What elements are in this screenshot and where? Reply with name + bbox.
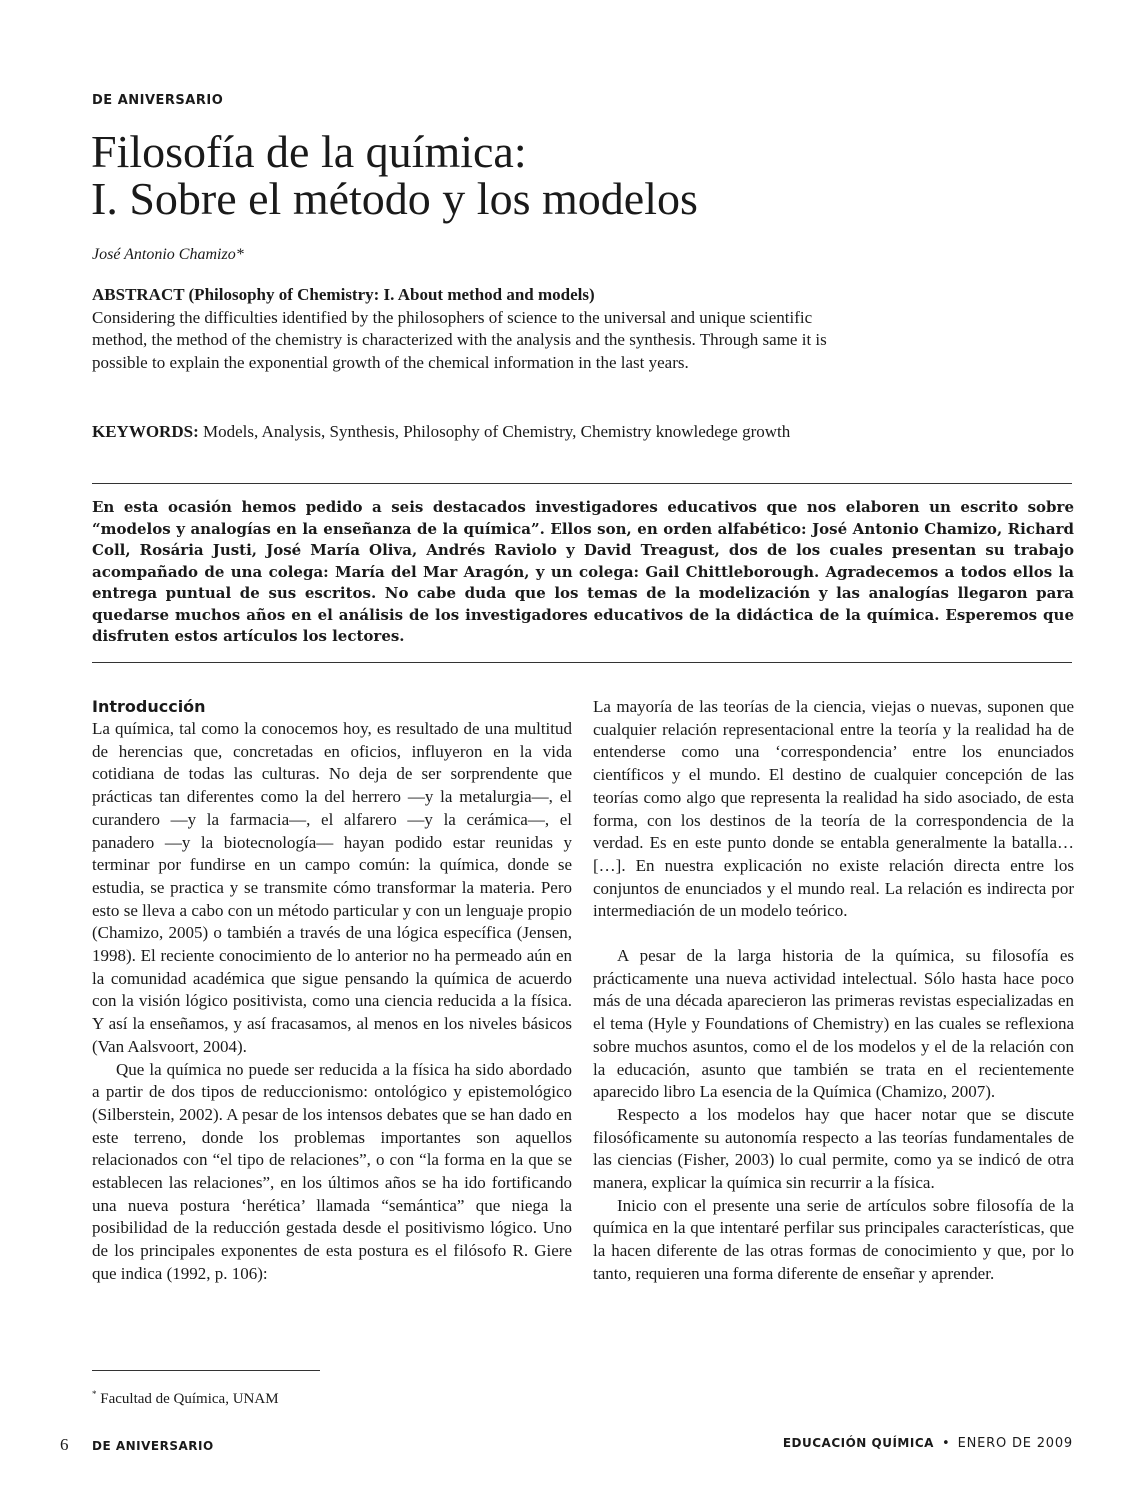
footnote-marker: * (92, 1389, 97, 1399)
title-line-2: I. Sobre el método y los modelos (91, 173, 698, 224)
journal-issue: ENERO DE 2009 (957, 1436, 1073, 1451)
divider-bottom (92, 662, 1072, 663)
author-name: José Antonio Chamizo* (92, 246, 244, 263)
keywords-label: KEYWORDS: (92, 422, 199, 441)
page-number: 6 (60, 1435, 69, 1454)
footnote (92, 1389, 279, 1408)
journal-name: EDUCACIÓN QUÍMICA (782, 1436, 934, 1450)
right-column (593, 696, 1074, 1286)
paragraph: Que la química no puede ser reducida a la física ha sido abordado a partir de dos tipos de reduccionismo: ontológico y epistemológico (Silberstein, 2002). A pesar de los intensos debates que se han dado en este terreno, donde los problemas importantes son aquellos relacionados con “el tipo de relaciones”, o con “la forma en la que se establecen las relaciones”, en los últimos años se ha ido fortificando una nueva postura ‘herética’ llamada “semántica” que niega la posibilidad de la reducción gestada desde el positivismo lógico. Uno de los principales exponentes de esta postura es el filósofo R. Giere que indica (1992, p. 106): (92, 1059, 572, 1283)
paragraph: Inicio con el presente una serie de artículos sobre filosofía de la química en la que intentaré perfilar sus principales características, que la hacen diferente de las otras formas de conocimiento y que, por lo tanto, requieren una forma diferente de enseñar y aprender. (593, 1195, 1074, 1283)
keywords (92, 421, 1092, 443)
paragraph: A pesar de la larga historia de la química, su filosofía es prácticamente una nueva actividad intelectual. Sólo hasta hace poco más de una década aparecieron las primeras revistas especializadas en el tema (Hyle y Foundations of Chemistry) en las cuales se reflexiona sobre muchos asuntos, como el de los modelos y el de la relación con la educación, asunto que también se trata en el recientemente aparecido libro La esencia de la Química (Chamizo, 2007). (593, 946, 1074, 1102)
abstract-heading: ABSTRACT (Philosophy of Chemistry: I. About method and models) (92, 285, 595, 304)
footer-bullet: • (941, 1436, 950, 1451)
block-quote: La mayoría de las teorías de la ciencia, viejas o nuevas, suponen que cualquier relación representacional entre la teoría y la realidad ha de entenderse como una ‘correspondencia’ entre los enunciados científicos y el mundo. El destino de cualquier concepción de las teorías como algo que representa la realidad ha sido asociado, de esta forma, con los destinos de la teoría de la correspondencia de la verdad. Es en este punto donde se entabla generalmente la batalla… […]. En nuestra explicación no existe relación directa entre los conjuntos de enunciados y el mundo real. La relación es indirecta por intermediación de un modelo teórico. (593, 697, 1074, 921)
left-column (92, 696, 572, 1286)
editorial-note: En esta ocasión hemos pedido a seis destacados investigadores educativos que nos elaboren un escrito sobre “modelos y analogías en la enseñanza de la química”. Ellos son, en orden alfabético: José Antonio Chamizo, Richard Coll, Rosária Justi, José María Oliva, Andrés Raviolo y David Treagust, dos de los cuales presentan su trabajo acompañado de una colega: María del Mar Aragón, y un colega: Gail Chittleborough. Agradecemos a todos ellos la entrega puntual de sus escritos. No cabe duda que los temas de la modelización y las analogías llegaron para quedarse muchos años en el análisis de los investigadores educativos de la didáctica de la química. Esperemos que disfruten estos artículos los lectores. (92, 498, 1074, 645)
footnote-text: Facultad de Química, UNAM (96, 1391, 279, 1407)
footer-journal-info (783, 1436, 1073, 1451)
divider-top (92, 483, 1072, 484)
article-title (91, 128, 991, 222)
abstract (92, 284, 832, 374)
paragraph: La química, tal como la conocemos hoy, es resultado de una multitud de herencias que, concretadas en oficios, influyeron en la vida cotidiana de todas las culturas. No deja de ser sorprendente que prácticas tan diferentes como la del herrero —y la metalurgia—, el curandero —y la farmacia—, el alfarero —y la cerámica—, el panadero —y la biotecnología— hayan podido estar reunidas y terminar por fundirse en un campo común: la química, donde se estudia, se practica y se transmite cómo transformar la materia. Pero esto se lleva a cabo con un método particular y con un lenguaje propio (Chamizo, 2005) o también a través de una lógica específica (Jensen, 1998). El reciente conocimiento de lo anterior no ha permeado aún en la comunidad académica que sigue pensando la química de acuerdo con la visión lógico positivista, como una ciencia reducida a la física. Y así la enseñamos, y así fracasamos, al menos en los niveles básicos (Van Aalsvoort, 2004). (92, 719, 572, 1056)
footer-section: DE ANIVERSARIO (92, 1439, 214, 1453)
section-heading-introduccion: Introducción (92, 697, 206, 716)
abstract-body: Considering the difficulties identified by the philosophers of science to the universal and unique scientific method, the method of the chemistry is characterized with the analysis and the synthesis. Through same it is possible to explain the exponential growth of the chemical information in the last years. (92, 307, 827, 372)
keywords-text: Models, Analysis, Synthesis, Philosophy of Chemistry, Chemistry knowledege growth (198, 422, 791, 441)
section-tag: DE ANIVERSARIO (92, 93, 224, 108)
title-line-1: Filosofía de la química: (91, 126, 527, 177)
paragraph: Respecto a los modelos hay que hacer notar que se discute filosóficamente su autonomía respecto a las teorías fundamentales de las ciencias (Fisher, 2003) lo cual permite, como ya se indicó de otra manera, explicar la química sin recurrir a la física. (593, 1104, 1074, 1193)
footnote-divider (92, 1370, 320, 1371)
